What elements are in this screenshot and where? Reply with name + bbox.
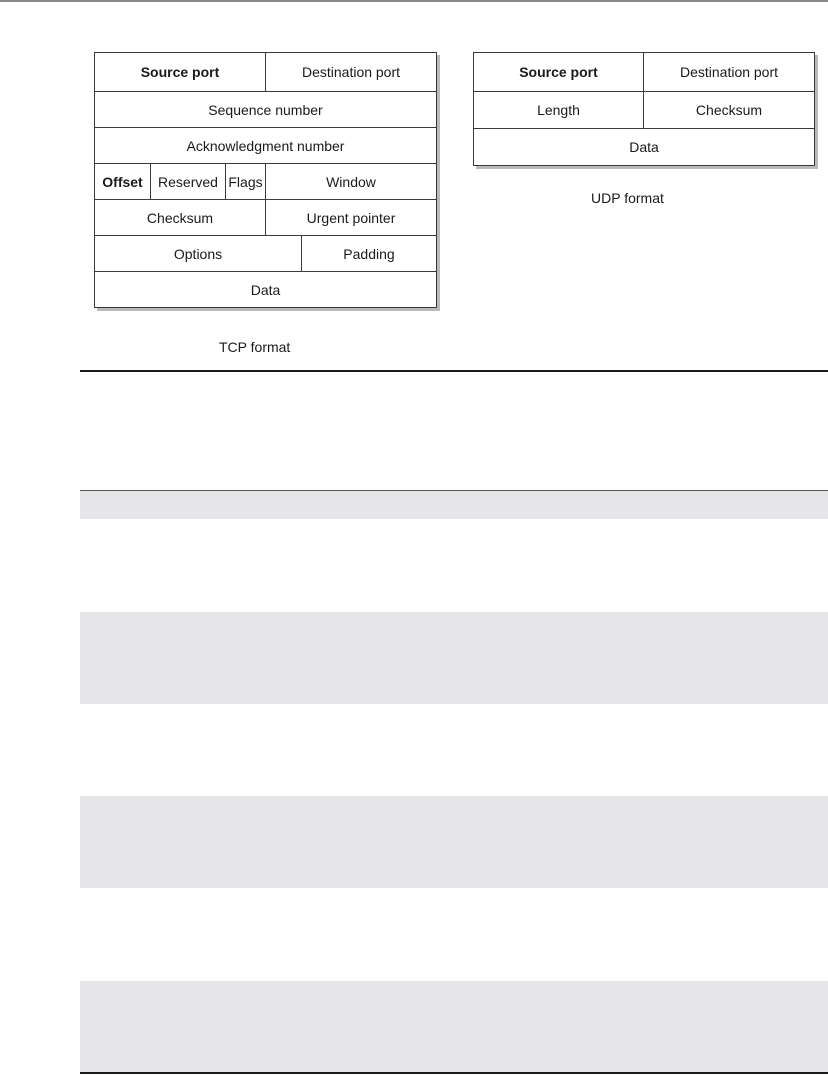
tcp-format-caption: TCP format: [219, 339, 291, 355]
tcp-row-control: [95, 163, 436, 199]
tcp-row-ack: [95, 127, 436, 163]
tcp-row-sequence: [95, 91, 436, 127]
udp-destination-port-field: Destination port: [643, 53, 814, 91]
tcp-row-options: [95, 235, 436, 271]
tcp-reserved-field: Reserved: [150, 164, 225, 199]
tcp-checksum-field: Checksum: [146, 209, 214, 226]
udp-data-field: Data: [629, 139, 659, 155]
table-bottom-rule: [80, 1072, 828, 1074]
tcp-source-port-field: Source port: [140, 64, 220, 80]
tcp-destination-port-field: Destination port: [265, 53, 436, 91]
tcp-sequence-number-field: Sequence number: [208, 101, 323, 118]
tcp-row-data: [95, 271, 436, 307]
top-rule: [0, 0, 828, 2]
tcp-row-checksum: [95, 199, 436, 235]
tcp-header-diagram: [94, 52, 437, 308]
tcp-offset-field: Offset: [102, 173, 143, 190]
tcp-window-field: Window: [265, 164, 436, 199]
udp-format-caption: UDP format: [591, 190, 664, 206]
udp-header-diagram: [473, 52, 815, 166]
table-row-band: [80, 612, 828, 704]
udp-row-data: [474, 128, 814, 165]
tcp-ack-number-field: Acknowledgment number: [186, 137, 345, 154]
tcp-options-field: Options: [173, 245, 223, 262]
table-header-band: [80, 491, 828, 519]
udp-length-field: Length: [537, 102, 580, 118]
udp-checksum-field: Checksum: [643, 92, 814, 128]
table-top-rule: [80, 370, 828, 372]
tcp-flags-field: Flags: [225, 164, 265, 199]
table-row-band: [80, 796, 828, 888]
tcp-padding-field: Padding: [301, 236, 436, 271]
tcp-data-field: Data: [250, 281, 281, 298]
udp-row-ports: [474, 53, 814, 91]
tcp-urgent-pointer-field: Urgent pointer: [265, 200, 436, 235]
table-row-band: [80, 981, 828, 1072]
udp-source-port-field: Source port: [519, 64, 598, 80]
tcp-row-ports: [95, 53, 436, 91]
udp-row-length: [474, 91, 814, 128]
